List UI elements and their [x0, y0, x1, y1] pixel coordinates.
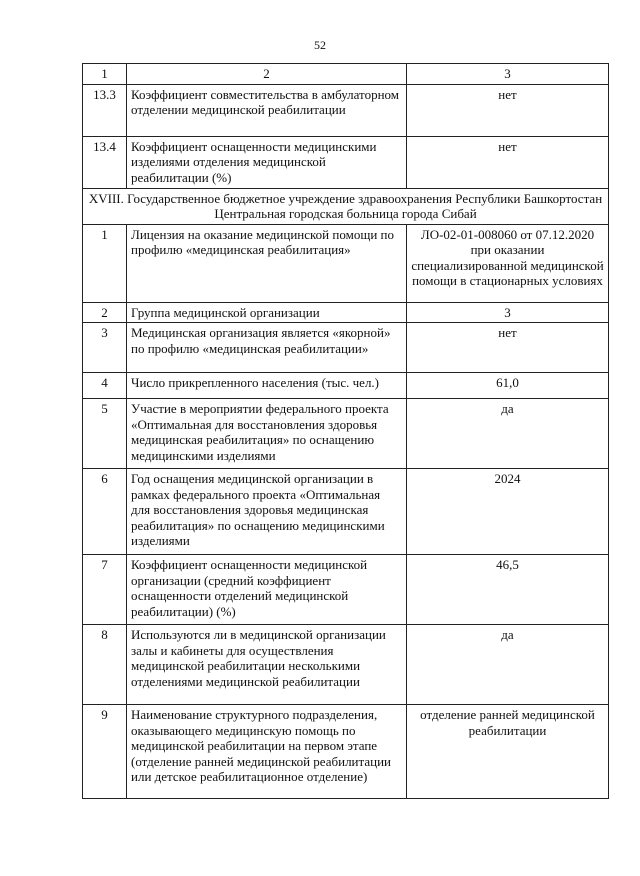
row-description: Используются ли в медицинской организации залы и кабинеты для осуществления медицинской реабилитации несколькими отделениями медицинской реабилитации: [127, 625, 407, 705]
row-value: да: [407, 399, 609, 469]
table-row: [83, 469, 609, 555]
row-value: 46,5: [407, 555, 609, 625]
row-number: 8: [83, 625, 127, 705]
row-value: нет: [407, 84, 609, 136]
table-row: [83, 136, 609, 188]
row-description: Год оснащения медицинской организации в рамках федерального проекта «Оптимальная для восстановления здоровья медицинская реабилитация» по оснащению медицинскими изделиями: [127, 469, 407, 555]
row-description: Лицензия на оказание медицинской помощи по профилю «медицинская реабилитация»: [127, 224, 407, 302]
section-title: XVIII. Государственное бюджетное учреждение здравоохранения Республики Башкортостан Центральная городская больница города Сибай: [83, 188, 609, 224]
row-number: 7: [83, 555, 127, 625]
header-cell-1: 1: [83, 64, 127, 85]
table-row: [83, 399, 609, 469]
row-value: да: [407, 625, 609, 705]
row-number: 13.4: [83, 136, 127, 188]
row-value: 61,0: [407, 373, 609, 399]
row-value: 3: [407, 302, 609, 323]
row-value: ЛО-02-01-008060 от 07.12.2020 при оказании специализированной медицинской помощи в стационарных условиях: [407, 224, 609, 302]
table-row: [83, 373, 609, 399]
row-description: Медицинская организация является «якорной» по профилю «медицинская реабилитации»: [127, 323, 407, 373]
table-row: [83, 625, 609, 705]
row-value: отделение ранней медицинской реабилитации: [407, 705, 609, 799]
header-cell-2: 2: [127, 64, 407, 85]
row-number: 2: [83, 302, 127, 323]
row-description: Участие в мероприятии федерального проекта «Оптимальная для восстановления здоровья медицинская реабилитация» по оснащению медицинскими изделиями: [127, 399, 407, 469]
row-value: 2024: [407, 469, 609, 555]
row-number: 3: [83, 323, 127, 373]
row-number: 1: [83, 224, 127, 302]
row-description: Наименование структурного подразделения, оказывающего медицинскую помощь по медицинской реабилитации на первом этапе (отделение ранней медицинской реабилитации или детское реабилитационное отделение): [127, 705, 407, 799]
table-header-row: [83, 64, 609, 85]
table-row: [83, 302, 609, 323]
row-number: 5: [83, 399, 127, 469]
header-cell-3: 3: [407, 64, 609, 85]
row-number: 4: [83, 373, 127, 399]
row-description: Число прикрепленного населения (тыс. чел.): [127, 373, 407, 399]
row-description: Коэффициент оснащенности медицинской организации (средний коэффициент оснащенности отделений медицинской реабилитации) (%): [127, 555, 407, 625]
row-value: нет: [407, 136, 609, 188]
row-number: 9: [83, 705, 127, 799]
table-row: [83, 705, 609, 799]
table-row: [83, 555, 609, 625]
table-row: [83, 224, 609, 302]
page-number: 52: [314, 38, 326, 52]
row-value: нет: [407, 323, 609, 373]
table-row: [83, 323, 609, 373]
section-title-row: [83, 188, 609, 224]
row-number: 6: [83, 469, 127, 555]
document-table: [82, 63, 609, 799]
row-description: Коэффициент оснащенности медицинскими изделиями отделения медицинской реабилитации (%): [127, 136, 407, 188]
table-row: [83, 84, 609, 136]
row-number: 13.3: [83, 84, 127, 136]
row-description: Группа медицинской организации: [127, 302, 407, 323]
row-description: Коэффициент совместительства в амбулаторном отделении медицинской реабилитации: [127, 84, 407, 136]
